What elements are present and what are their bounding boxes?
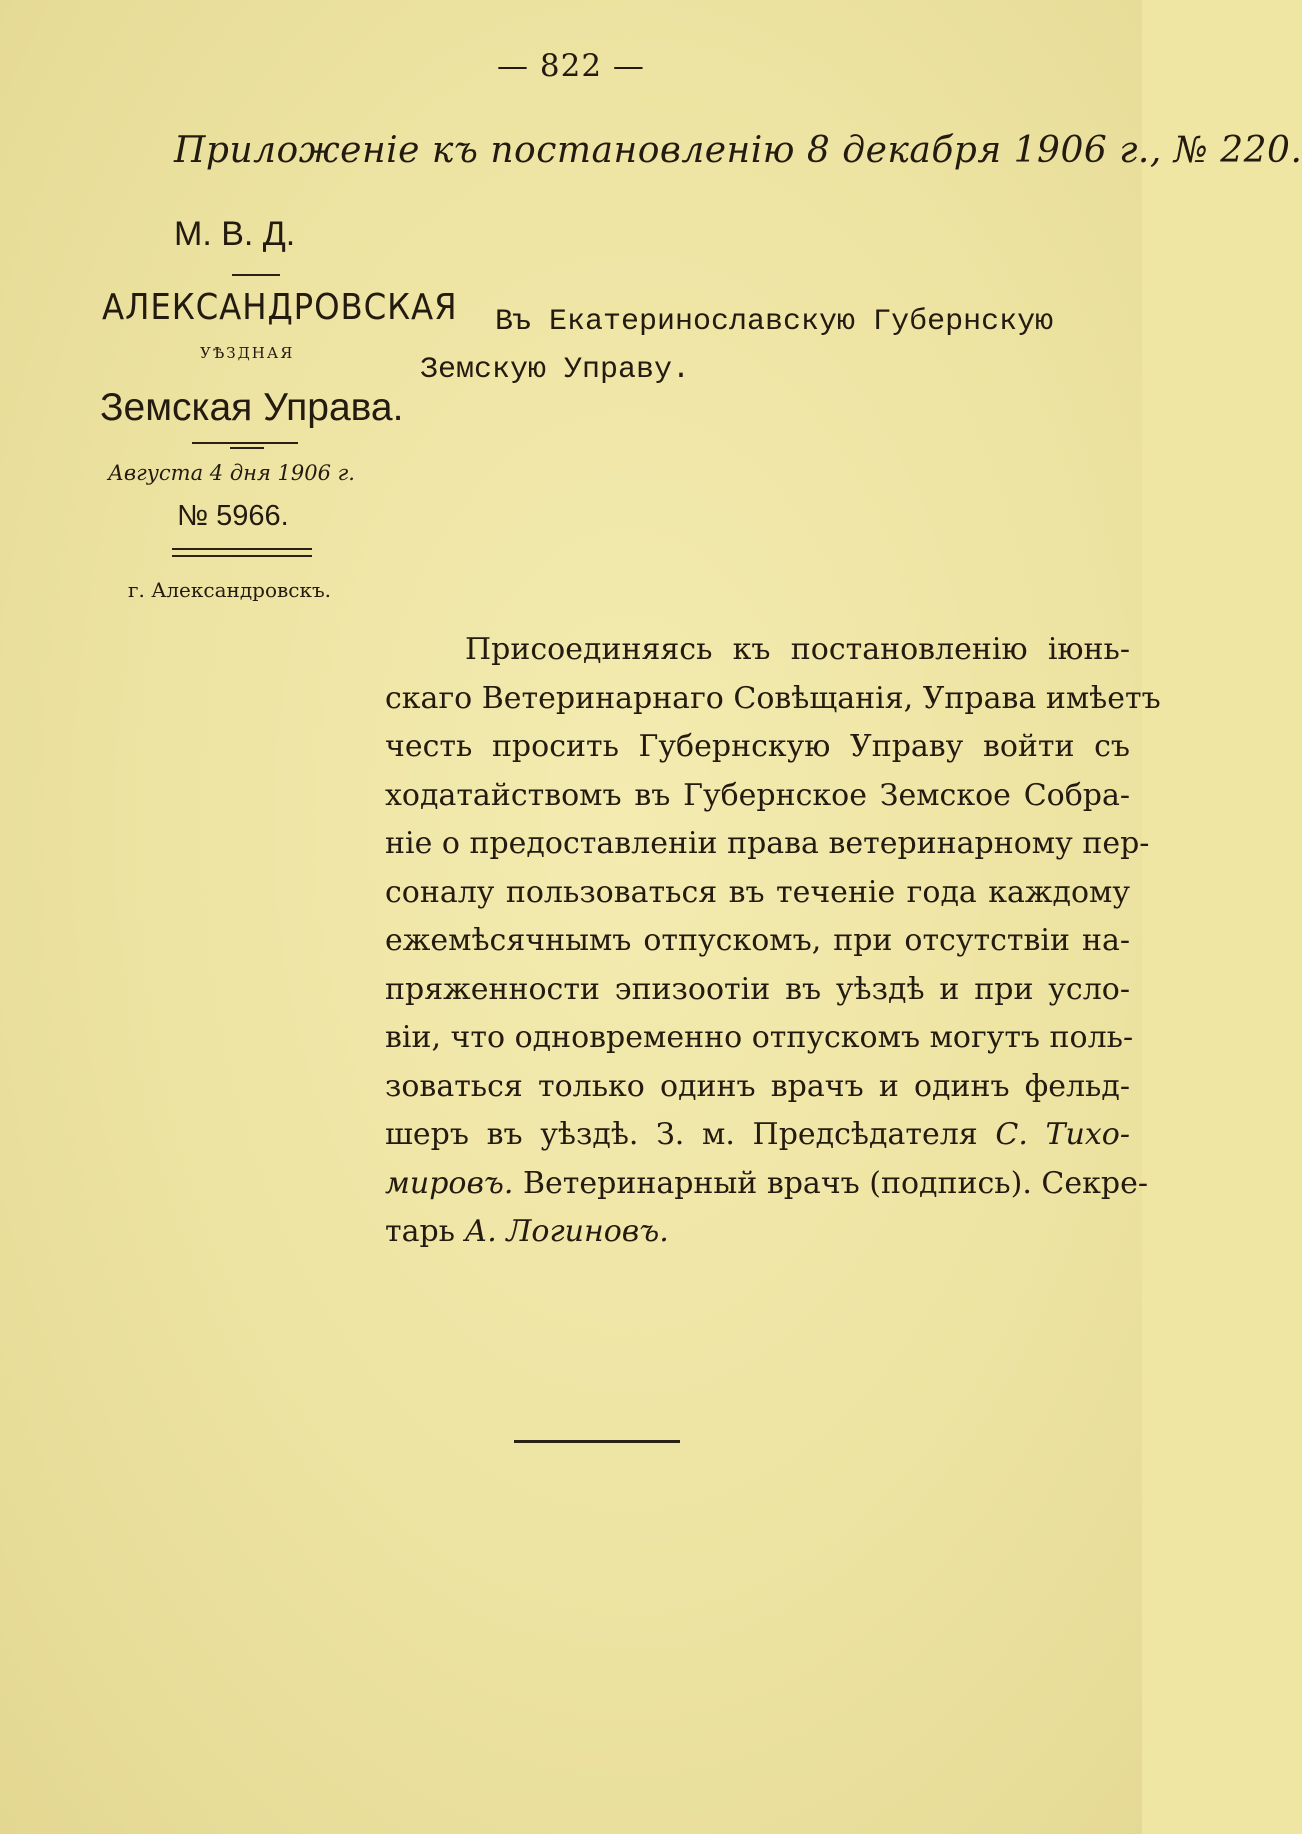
addressee-line: Земскую Управу.: [420, 353, 691, 387]
ministry-label: М. В. Д.: [174, 215, 296, 253]
district-type: УѢЗДНАЯ: [200, 344, 295, 362]
body-line: [385, 1111, 1130, 1160]
addressee-line: Въ Екатеринославскую Губернскую: [495, 305, 1054, 339]
board-name: Земская Управа.: [100, 386, 404, 429]
signatory-name: С. Тихо-: [995, 1117, 1130, 1152]
body-line: Присоединяясь къ постановленію іюнь-: [465, 632, 1130, 667]
body-line: [385, 1208, 1130, 1257]
divider: [232, 274, 280, 276]
addressee: [420, 298, 1120, 394]
divider: [192, 442, 298, 444]
outgoing-number: № 5966.: [177, 500, 289, 532]
letter-body: [385, 626, 1161, 1257]
body-text: шеръ въ уѣздѣ. З. м. Предсѣдателя: [385, 1117, 978, 1152]
body-line: [385, 1160, 1148, 1209]
body-line: ніе о предоставленіи права ветеринарному пер-: [385, 826, 1150, 861]
appendix-heading: Приложеніе къ постановленію 8 декабря 1906 г., № 220.: [174, 130, 1302, 171]
sender-city: г. Александровскъ.: [128, 578, 332, 602]
divider: [230, 447, 264, 449]
divider: [172, 555, 312, 557]
body-line: пряженности эпизоотіи въ уѣздѣ и при усло-: [385, 971, 1130, 1007]
body-line: зоваться только одинъ врачъ и одинъ фельд-: [385, 1068, 1130, 1104]
district-name: АЛЕКСАНДРОВСКАЯ: [102, 287, 458, 328]
signatory-name: мировъ.: [385, 1165, 514, 1201]
end-rule: [514, 1440, 680, 1443]
body-line: ходатайствомъ въ Губернское Земское Собра-: [385, 777, 1130, 813]
body-line: скаго Ветеринарнаго Совѣщанія, Управа имѣетъ: [385, 680, 1161, 716]
page-number: — 822 —: [497, 48, 645, 84]
body-line: ежемѣсячнымъ отпускомъ, при отсутствіи на-: [385, 923, 1130, 958]
divider: [172, 548, 312, 550]
letter-date: Августа 4 дня 1906 г.: [108, 461, 355, 485]
signatory-name: А. Логиновъ.: [464, 1214, 669, 1249]
body-line: віи, что одновременно отпускомъ могутъ поль-: [385, 1020, 1134, 1055]
body-line: соналу пользоваться въ теченіе года каждому: [385, 874, 1130, 910]
body-text: Ветеринарный врачъ (подпись). Секре-: [523, 1165, 1148, 1201]
body-line: честь просить Губернскую Управу войти съ: [385, 729, 1130, 764]
body-text: тарь: [385, 1214, 456, 1249]
